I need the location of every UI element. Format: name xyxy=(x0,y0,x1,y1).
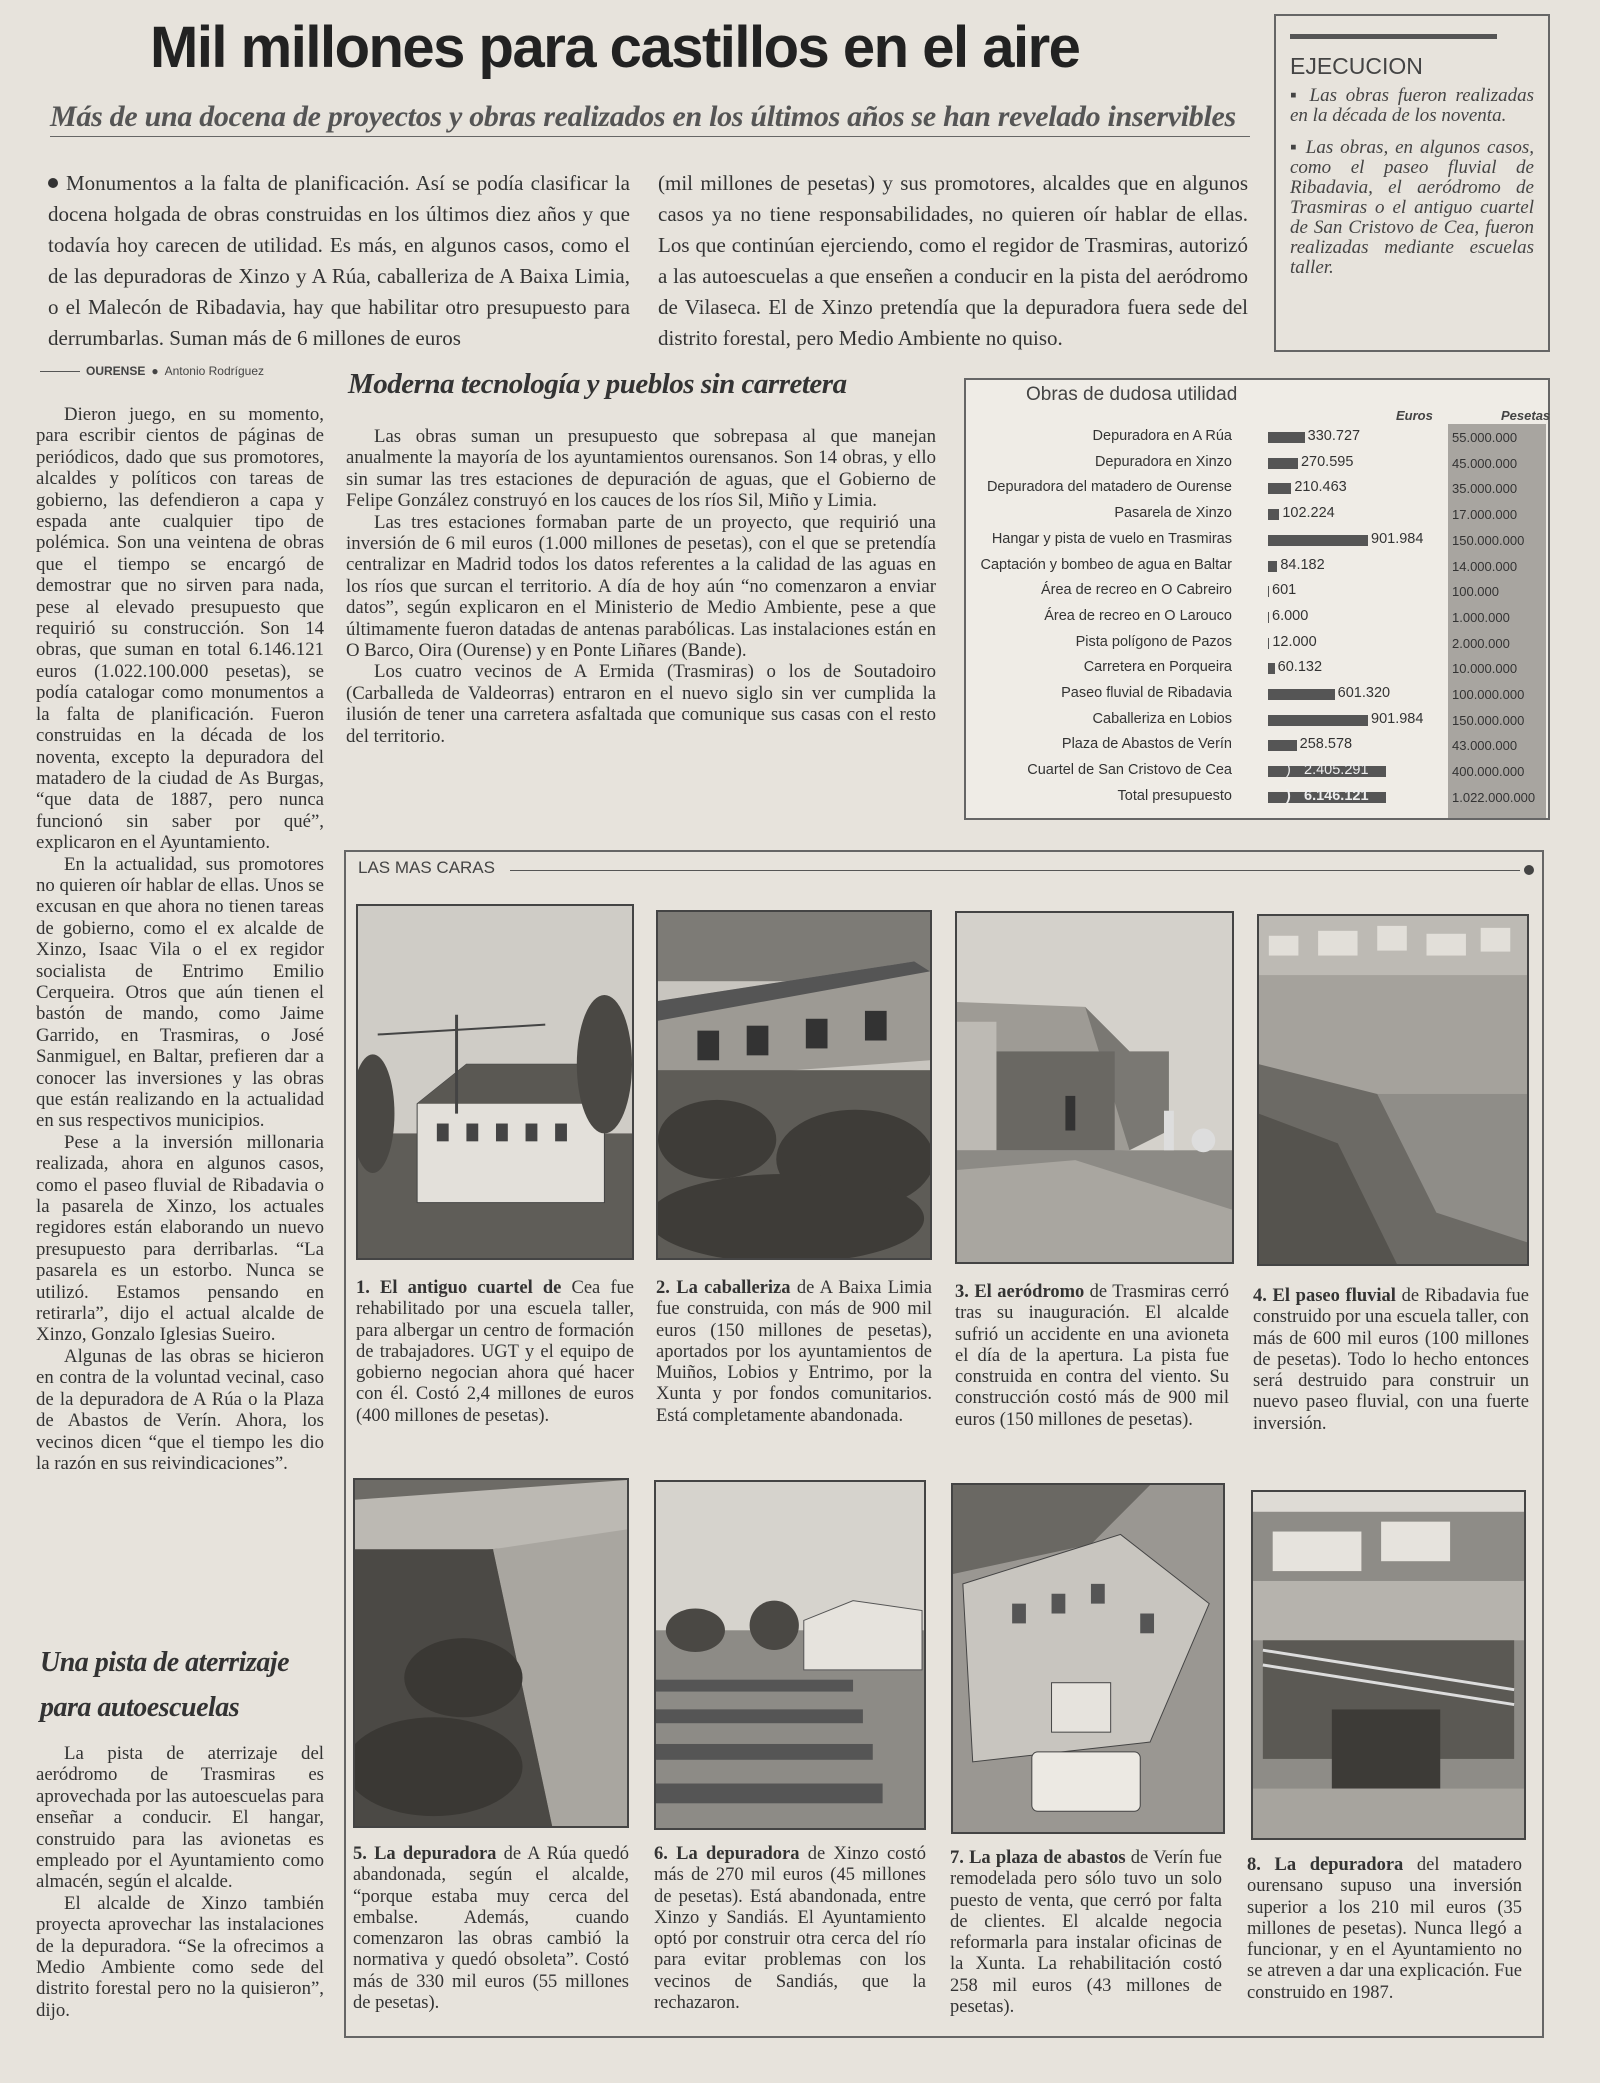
cost-chart xyxy=(964,378,1550,820)
chart-pesetas-label: 100.000 xyxy=(1452,584,1499,600)
chart-category-label: Área de recreo en O Cabreiro xyxy=(1040,582,1232,599)
chart-bar xyxy=(1268,509,1279,520)
caption-4: 4. El paseo fluvial de Ribadavia fue construido por una escuela taller, con más de 600 mil euros (100 millones de pesetas). Todo lo hecho entonces será destruido para construir un nuevo paseo fluvial, con una fuerte inversión. xyxy=(1253,1286,1529,1434)
chart-category-label: Depuradora en A Rúa xyxy=(1092,428,1232,444)
caption-7: 7. La plaza de abastos de Verín fue remodelada pero sólo tuvo un solo puesto de venta, que cerró por falta de clientes. El alcalde negocia reformarla para instalar oficinas de la Xunta. La rehabilitación costó 258 mil euros (43 millones de pesetas). xyxy=(950,1848,1222,2018)
ejecucion-title: EJECUCION xyxy=(1290,53,1423,79)
chart-value-label: 901.984 xyxy=(1371,710,1424,727)
chart-value-label: 102.224 xyxy=(1282,505,1335,522)
chart-category-label: Plaza de Abastos de Verín xyxy=(1061,736,1232,753)
chart-row xyxy=(966,450,1552,476)
chart-row xyxy=(966,681,1552,707)
chart-pesetas-label: 43.000.000 xyxy=(1452,738,1518,754)
chart-value-label: 84.182 xyxy=(1280,556,1325,573)
chart-pesetas-label: 10.000.000 xyxy=(1452,661,1518,677)
photo-depuradora-matadero xyxy=(1251,1490,1526,1840)
photo-depuradora-rua xyxy=(353,1478,629,1828)
paragraph: El alcalde de Xinzo también proyecta aprovechar las instalaciones de la depuradora. “Se la ofrecimos a Medio Ambiente como sede del distrito forestal pero no la quisieron”, dijo. xyxy=(36,1892,324,2021)
chart-category-label: Depuradora en Xinzo xyxy=(1094,453,1232,470)
chart-row xyxy=(966,784,1552,810)
chart-value-label: 210.463 xyxy=(1294,479,1347,496)
chart-bar xyxy=(1268,586,1269,597)
chart-bar xyxy=(1268,612,1269,623)
photo-plaza-abastos xyxy=(951,1483,1225,1834)
chart-value-label: 270.595 xyxy=(1300,453,1354,470)
chart-category-label: Paseo fluvial de Ribadavia xyxy=(1061,685,1232,701)
chart-value-label: 258.578 xyxy=(1299,736,1353,753)
body-column-left-b xyxy=(36,1743,324,2021)
photo-caballeriza xyxy=(656,910,932,1260)
section-title: Moderna tecnología y pueblos sin carretera xyxy=(348,368,847,400)
byline-rule xyxy=(40,371,80,372)
bullet-icon xyxy=(48,178,58,188)
chart-row xyxy=(966,527,1552,553)
chart-bar xyxy=(1268,638,1269,649)
paragraph: Las tres estaciones formaban parte de un proyecto, que requirió una inversión de 6 mil euros (1.000 millones de pesetas), con el que se pretendía centralizar en Madrid todos los datos referentes a la calidad de las aguas en los ríos que surcan el territorio. A día de hoy aún “no comenzaron a enviar datos”, según explicaron en el Ministerio de Medio Ambiente, pese a que últimamente fueron datadas de antenas parabólicas. Las instalaciones están en O Barco, Oira (Ourense) y en Ponte Liñares (Bande). xyxy=(346,511,936,662)
paragraph: En la actualidad, sus promotores no quieren oír hablar de ellas. Unos se excusan en que ahora no tienen tareas de gobierno, como el ex alcalde de Xinzo, Isaac Vila o el ex regidor socialista de Entrimo Emilio Cerqueira. Otros que aún tienen el bastón de mando, como Jaime Garrido, en Trasmiras, o José Sanmiguel, en Baltar, prefieren dar a conocer las inversiones y las obras que están realizando en la actualidad en sus respectivos municipios. xyxy=(36,853,324,1132)
chart-row xyxy=(966,604,1552,630)
chart-category-label: Total presupuesto xyxy=(1117,787,1232,804)
chart-category-label: Caballeriza en Lobios xyxy=(1092,710,1232,727)
chart-bar xyxy=(1268,740,1297,751)
chart-bar xyxy=(1268,483,1291,494)
paragraph: Algunas de las obras se hicieron en contra de la voluntad vecinal, caso de la depuradora de A Rúa o la Plaza de Abastos de Verín. Ahora, los vecinos dicen “que el tiempo les dio la razón en sus reivindicaciones”. xyxy=(36,1345,324,1474)
chart-category-label: Hangar y pista de vuelo en Trasmiras xyxy=(991,530,1232,547)
photo-aerodromo xyxy=(955,911,1234,1264)
chart-pesetas-label: 100.000.000 xyxy=(1452,687,1525,702)
chart-row xyxy=(966,630,1552,656)
chart-row xyxy=(966,578,1552,604)
chart-row xyxy=(966,655,1552,681)
chart-pesetas-label: 150.000.000 xyxy=(1452,712,1525,728)
chart-row xyxy=(966,553,1552,579)
photo-depuradora-xinzo xyxy=(654,1480,926,1830)
chart-bar xyxy=(1268,715,1368,726)
byline xyxy=(40,364,325,378)
byline-place: OURENSE xyxy=(86,364,146,378)
photo-paseo-fluvial xyxy=(1257,914,1529,1266)
caption-8: 8. La depuradora del matadero ourensano supuso una inversión superior a los 210 mil euros (35 millones de pesetas). Nunca llegó a funcionar, y en el Ayuntamiento no se atreven a dar una explicación. Fue construido en 1987. xyxy=(1247,1855,1522,2003)
pesetas-header: Pesetas xyxy=(1501,408,1551,423)
paragraph: Pese a la inversión millonaria realizada, ahora en algunos casos, como el paseo fluvial de Ribadavia o la pasarela de Xinzo, los actuales regidores están elaborando un nuevo presupuesto para derribarlas. “La pasarela es un estorbo. Nunca se utilizó. Estamos pensando en retirarla”, dijo el actual alcalde de Xinzo, Gonzalo Iglesias Sueiro. xyxy=(36,1131,324,1346)
lead-col-2: (mil millones de pesetas) y sus promotores, alcaldes que en algunos casos ya no tiene responsabilidades, no quieren oír hablar de ellas. Los que continúan ejerciendo, como el regidor de Trasmiras, autorizó a las autoescuelas a que enseñen a conducir en la pista del aeródromo de Vilaseca. El de Xinzo pretendía que la depuradora fuera sede del distrito forestal, pero Medio Ambiente no quiso. xyxy=(658,171,1248,350)
chart-pesetas-label: 14.000.000 xyxy=(1452,558,1518,574)
chart-value-label: 901.984 xyxy=(1371,530,1424,547)
chart-category-label: Depuradora del matadero de Ourense xyxy=(986,479,1232,496)
chart-value-label: 601.320 xyxy=(1337,685,1391,701)
lead-col-1: Monumentos a la falta de planificación. Así se podía clasificar la docena holgada de obras construidas en los últimos diez años y que todavía hoy carecen de utilidad. Es más, en algunos casos, como el de las depuradoras de Xinzo y A Rúa, caballeriza de A Baixa Limia, o el Malecón de Ribadavia, hay que habilitar otro presupuesto para derrumbarlas. Suman más de 6 millones de euros xyxy=(48,171,630,350)
chart-category-label: Pasarela de Xinzo xyxy=(1114,505,1232,522)
axis-break-icon: ) xyxy=(1286,762,1291,779)
chart-category-label: Cuartel de San Cristovo de Cea xyxy=(1027,762,1232,779)
chart-row xyxy=(966,424,1552,450)
chart-bar xyxy=(1268,458,1298,469)
chart-bar xyxy=(1268,535,1368,546)
chart-category-label: Carretera en Porqueira xyxy=(1083,659,1232,676)
caption-5: 5. La depuradora de A Rúa quedó abandonada, según el alcalde, “porque estaba muy cerca del embalse. Además, cuando comenzaron las obras cambió la normativa y quedó obsoleta”. Costó más de 330 mil euros (55 millones de pesetas). xyxy=(353,1844,629,2014)
chart-value-label: 330.727 xyxy=(1307,428,1361,444)
chart-value-label: 12.000 xyxy=(1272,633,1317,650)
paragraph: Dieron juego, en su momento, para escribir cientos de páginas de periódicos, dado que sus promotores, alcaldes y políticos con tareas de gobierno, las defendieron a capa y espada ante cualquier tipo de polémica. Son una veintena de obras que el tiempo se encargó de demostrar que no sirven para nada, pese al elevado presupuesto que requirió su construcción. Son 14 obras, que suman en total 6.146.121 euros (1.022.100.000 pesetas), se podía catalogar como monumentos a la falta de planificación. Fueron construidas en la década de los noventa, excepto la depuradora del matadero de la ciudad de As Burgas, “que data de 1887, pero nunca funcionó sin saber por qué”, explicaron en el Ayuntamiento. xyxy=(36,404,324,854)
paragraph: La pista de aterrizaje del aeródromo de Trasmiras es aprovechada por las autoescuelas para enseñar a conducir. El hangar, construido para las avionetas es empleado por el Ayuntamiento como almacén, según el alcalde. xyxy=(36,1743,324,1893)
chart-category-label: Captación y bombeo de agua en Baltar xyxy=(980,556,1232,573)
chart-category-label: Pista polígono de Pazos xyxy=(1075,633,1232,650)
chart-bar xyxy=(1268,663,1275,674)
ejecucion-item: ▪ Las obras, en algunos casos, como el paseo fluvial de Ribadavia, el aeródromo de Trasmiras o el antiguo cuartel de San Cristovo de Cea, fueron realizadas mediante escuelas taller. xyxy=(1290,137,1534,278)
chart-pesetas-label: 400.000.000 xyxy=(1452,764,1525,780)
bullet-icon: ● xyxy=(151,364,159,378)
chart-pesetas-label: 2.000.000 xyxy=(1452,635,1510,651)
chart-pesetas-label: 55.000.000 xyxy=(1452,430,1518,445)
chart-bar xyxy=(1268,561,1277,572)
ejecucion-box xyxy=(1274,14,1550,352)
paragraph: Las obras suman un presupuesto que sobrepasa al que manejan anualmente la mayoría de los ayuntamientos ourensanos. Son 14 obras, y ello sin sumar las tres estaciones de depuración de aguas, que el Gobierno de Felipe González construyó en los cauces de los ríos Sil, Miño y Limia. xyxy=(346,426,936,512)
chart-row xyxy=(966,732,1552,758)
chart-pesetas-label: 45.000.000 xyxy=(1452,455,1518,471)
caption-6: 6. La depuradora de Xinzo costó más de 270 mil euros (45 millones de pesetas). Está abandonada, entre Xinzo y Sandiás. El Ayuntamiento optó por construir otra cerca del río para evitar problemas con los vecinos de Sandiás, que la rechazaron. xyxy=(654,1844,926,2014)
chart-value-label: 6.000 xyxy=(1272,607,1309,624)
chart-value-label: 60.132 xyxy=(1277,659,1323,676)
gallery-dot xyxy=(1524,865,1534,875)
chart-bar xyxy=(1268,432,1305,443)
euros-header: Euros xyxy=(1396,408,1433,423)
side-section-title: Una pista de aterrizaje para autoescuelas xyxy=(40,1647,290,1723)
chart-value-label: 6.146.121 xyxy=(1304,787,1369,804)
chart-pesetas-label: 17.000.000 xyxy=(1452,507,1518,523)
chart-pesetas-label: 150.000.000 xyxy=(1452,532,1525,548)
body-column-mid xyxy=(346,426,936,747)
ejecucion-item: ▪ Las obras fueron realizadas en la década de los noventa. xyxy=(1290,85,1534,126)
axis-break-icon: ) xyxy=(1286,787,1291,804)
chart-pesetas-label: 35.000.000 xyxy=(1452,481,1518,497)
headline: Mil millones para castillos en el aire xyxy=(150,15,1080,80)
caption-1: 1. El antiguo cuartel de Cea fue rehabilitado por una escuela taller, para albergar un centro de formación de trabajadores. UGT y el equipo de gobierno negocian ahora qué hacer con él. Costó 2,4 millones de euros (400 millones de pesetas). xyxy=(356,1278,634,1426)
chart-category-label: Área de recreo en O Larouco xyxy=(1044,607,1232,624)
chart-value-label: 2.405.291 xyxy=(1304,762,1369,779)
chart-row xyxy=(966,475,1552,501)
body-column-left xyxy=(36,404,324,1474)
photo-cuartel xyxy=(356,904,634,1260)
chart-row xyxy=(966,758,1552,784)
byline-author: Antonio Rodríguez xyxy=(164,364,264,378)
chart-row xyxy=(966,707,1552,733)
gallery-rule xyxy=(510,870,1520,871)
chart-bar xyxy=(1268,689,1335,700)
gallery-title: LAS MAS CARAS xyxy=(358,858,503,878)
subheadline: Más de una docena de proyectos y obras realizados en los últimos años se han revelado inservibles xyxy=(50,100,1250,137)
chart-value-label: 601 xyxy=(1272,582,1297,599)
chart-pesetas-label: 1.000.000 xyxy=(1452,609,1510,625)
caption-2: 2. La caballeriza de A Baixa Limia fue construida, con más de 900 mil euros (150 millones de pesetas), aportados por los ayuntamientos de Muiños, Lobios y Entrimo, por la Xunta y por fondos comunitarios. Está completamente abandonada. xyxy=(656,1278,932,1426)
chart-pesetas-label: 1.022.000.000 xyxy=(1452,789,1536,805)
caption-3: 3. El aeródromo de Trasmiras cerró tras su inauguración. El alcalde sufrió un accidente en una avioneta el día de la apertura. La pista fue construida en contra del viento. Su construcción costó más de 900 mil euros (150 millones de pesetas). xyxy=(955,1282,1229,1430)
chart-title: Obras de dudosa utilidad xyxy=(1026,384,1238,405)
paragraph: Los cuatro vecinos de A Ermida (Trasmiras) o los de Soutadoiro (Carballeda de Valdeorras) entraron en el nuevo siglo sin ver cumplida la ilusión de tener una carretera asfaltada que comunique sus casas con el resto del territorio. xyxy=(346,661,936,747)
chart-row xyxy=(966,501,1552,527)
box-rule xyxy=(1290,34,1497,39)
